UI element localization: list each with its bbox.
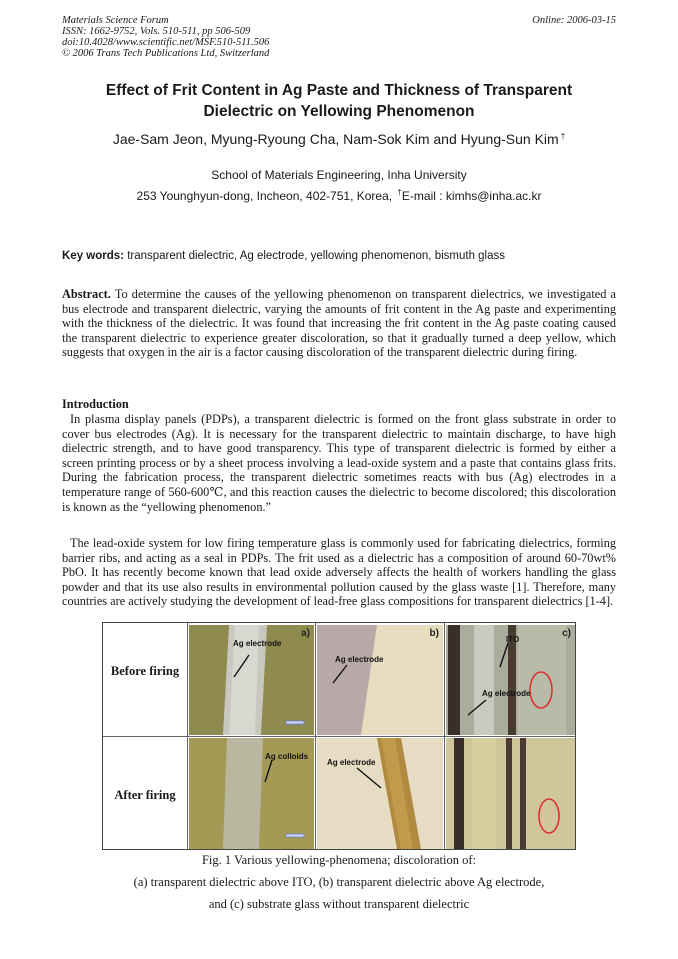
- electrode-stripe: [506, 738, 512, 849]
- keywords-text: transparent dielectric, Ag electrode, yellowing phenomenon, bismuth glass: [127, 250, 506, 262]
- scale-bar: [286, 834, 304, 837]
- affiliation: School of Materials Engineering, Inha University: [211, 168, 467, 182]
- label-ag-electrode: Ag electrode: [482, 689, 531, 698]
- label-ag-electrode: Ag electrode: [327, 758, 376, 767]
- ito-stripe: [472, 738, 496, 849]
- journal-header: [62, 15, 269, 59]
- abstract: [62, 287, 616, 360]
- paper-title: [62, 80, 616, 122]
- row-label-after: After firing: [114, 788, 176, 802]
- glass-region: [518, 625, 566, 735]
- title-line-1: Effect of Frit Content in Ag Paste and Thickness of Transparent: [105, 82, 573, 99]
- micrograph-after-b: [317, 738, 443, 849]
- figure-caption-line-2: (a) transparent dielectric above ITO, (b) transparent dielectric above Ag electrode,: [133, 875, 545, 889]
- journal-copyright: © 2006 Trans Tech Publications Ltd, Switzerland: [62, 48, 270, 59]
- electrode-stripe: [454, 738, 464, 849]
- figure-1: [102, 622, 576, 850]
- abstract-text: To determine the causes of the yellowing phenomenon on transparent dielectrics, we investigated a bus electrode and transparent dielectric, varying the amounts of frit content in the Ag paste and experimenting with the thickness of the dielectric. It was found that increasing the frit content in the Ag paste coating caused the transparent dielectric to experience greater discoloration, so that it gradually turned a deep yellow, which suggests that oxygen in the air is a factor causing discoloration of the transparent dielectric during firing.: [62, 287, 616, 360]
- label-ito: ITO: [506, 635, 520, 644]
- electrode-stripe: [520, 738, 526, 849]
- journal-name: Materials Science Forum: [62, 15, 169, 26]
- photo-before-b: [317, 625, 443, 735]
- label-ag-electrode: Ag electrode: [233, 639, 282, 648]
- electrode-stripe: [448, 625, 460, 735]
- figure-caption-line-1: Fig. 1 Various yellowing-phenomena; discoloration of:: [201, 853, 477, 867]
- address: [62, 188, 616, 203]
- authors-text: Jae-Sam Jeon, Myung-Ryoung Cha, Nam-Sok Kim and Hyung-Sun Kim: [112, 131, 559, 147]
- photo-before-c: [446, 625, 575, 735]
- email-mark: †: [397, 188, 402, 197]
- photo-after-b: [317, 738, 443, 849]
- panel-letter-c: c): [562, 628, 571, 639]
- figure-divider: [103, 736, 575, 737]
- keywords: [62, 250, 616, 262]
- row-label-before: Before firing: [110, 664, 180, 678]
- email[interactable]: E-mail : kimhs@inha.ac.kr: [401, 189, 542, 203]
- ag-electrode-strip: [223, 738, 263, 849]
- photo-after-c: [446, 738, 575, 849]
- micrograph-before-b: [317, 625, 443, 735]
- abstract-label: Abstract.: [62, 287, 111, 301]
- photo-background: [317, 738, 443, 849]
- scale-bar: [286, 721, 304, 724]
- title-line-2: Dielectric on Yellowing Phenomenon: [203, 103, 475, 120]
- introduction-paragraph-2: The lead-oxide system for low firing temperature glass is commonly used for fabricating dielectrics, forming barrier ribs, and acting as a seal in PDPs. The frit used as a dielectric has a composition of around 60-70wt% PbO. It has recently become known that lead oxide adversely affects the health of workers handling the glass powder and that its use also results in environmental pollution caused by the glass waste [1]. Therefore, many countries are actively studying the development of lead-free glass compositions for transparent dielectrics [1-4].: [62, 536, 616, 609]
- author-mark: †: [560, 132, 566, 141]
- figure-caption-line-3: and (c) substrate glass without transparent dielectric: [208, 897, 470, 911]
- label-ag-colloids: Ag colloids: [265, 752, 309, 761]
- introduction-paragraph-1: In plasma display panels (PDPs), a transparent dielectric is formed on the front glass substrate in order to cover bus electrodes (Ag). It is necessary for the transparent dielectric to maintain discharge, to have high dielectric strength, and to have good transparency. This type of transparent dielectric is formed by either a screen printing process or by a sheet process involving a lead-oxide system and a paste that contains glass frits. During the fabrication process, the transparent dielectric sometimes reacts with bus (Ag) electrodes in a temperature range of 560-600℃, and this reaction causes the dielectric to become discolored; this discoloration is known as the “yellowing phenomenon.”: [62, 412, 616, 514]
- address-text: 253 Younghyun-dong, Incheon, 402-751, Korea,: [136, 189, 393, 203]
- journal-issn: ISSN: 1662-9752, Vols. 510-511, pp 506-509: [62, 26, 251, 37]
- micrograph-after-c: [446, 738, 575, 849]
- panel-letter-a: a): [301, 628, 310, 639]
- label-ag-electrode: Ag electrode: [335, 655, 384, 664]
- journal-doi[interactable]: doi:10.4028/www.scientific.net/MSF.510-511.506: [62, 37, 270, 48]
- keywords-label: Key words:: [62, 250, 124, 262]
- introduction-heading: Introduction: [62, 397, 129, 411]
- online-date: Online: 2006-03-15: [532, 15, 616, 26]
- panel-letter-b: b): [429, 628, 439, 639]
- photo-after-a: [189, 738, 314, 849]
- author-list: [40, 131, 638, 147]
- photo-before-a: [189, 625, 314, 735]
- ito-stripe: [474, 625, 494, 735]
